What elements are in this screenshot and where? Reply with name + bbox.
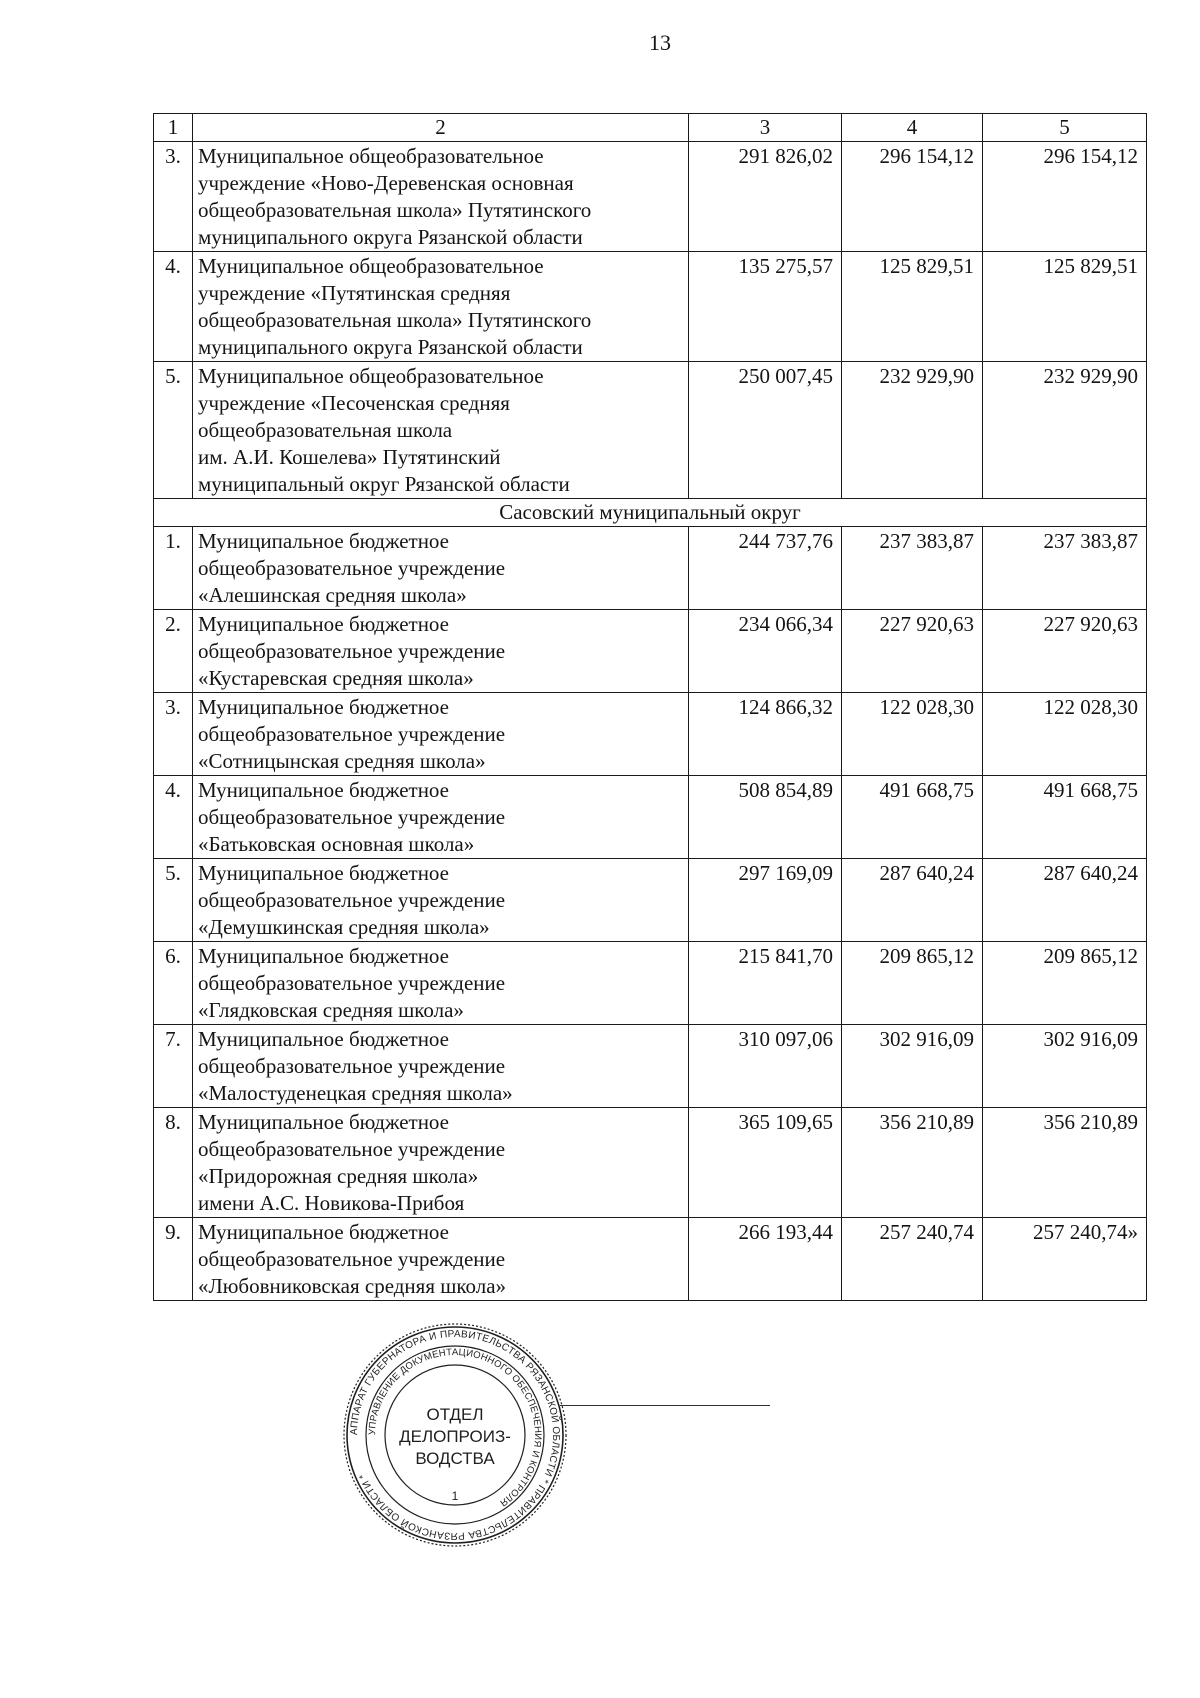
amount-v3: 215 841,70 <box>689 942 842 1025</box>
amount-v3: 365 109,65 <box>689 1108 842 1218</box>
table-body <box>154 114 1147 1301</box>
amount-v5: 356 210,89 <box>983 1108 1147 1218</box>
row-number: 1. <box>154 527 193 610</box>
amount-v3: 266 193,44 <box>689 1218 842 1301</box>
amount-v3: 244 737,76 <box>689 527 842 610</box>
institution-name <box>193 693 689 776</box>
amount-v3: 291 826,02 <box>689 142 842 252</box>
amount-v5: 491 668,75 <box>983 776 1147 859</box>
group-title: Сасовский муниципальный округ <box>154 499 1147 527</box>
institution-name-line: «Алешинская средняя школа» <box>198 583 467 607</box>
table-row <box>154 1108 1147 1218</box>
institution-name-line: муниципального округа Рязанской области <box>198 335 583 359</box>
institution-name-line: «Придорожная средняя школа» <box>198 1164 479 1188</box>
allocation-table <box>153 113 1147 1301</box>
amount-v3: 135 275,57 <box>689 252 842 362</box>
row-number: 2. <box>154 610 193 693</box>
row-number: 3. <box>154 142 193 252</box>
row-number: 5. <box>154 859 193 942</box>
table-row <box>154 1025 1147 1108</box>
column-header: 3 <box>689 114 842 142</box>
table-row <box>154 610 1147 693</box>
row-number: 3. <box>154 693 193 776</box>
amount-v5: 302 916,09 <box>983 1025 1147 1108</box>
institution-name-line: «Кустаревская средняя школа» <box>198 666 474 690</box>
institution-name <box>193 942 689 1025</box>
column-header: 4 <box>842 114 983 142</box>
institution-name-line: общеобразовательное учреждение <box>198 805 506 829</box>
institution-name-line: общеобразовательная школа <box>198 418 453 442</box>
institution-name-line: «Глядковская средняя школа» <box>198 998 464 1022</box>
institution-name-line: общеобразовательная школа» Путятинского <box>198 308 592 332</box>
amount-v3: 124 866,32 <box>689 693 842 776</box>
institution-name-line: Муниципальное бюджетное <box>198 1220 450 1244</box>
amount-v5: 125 829,51 <box>983 252 1147 362</box>
row-number: 4. <box>154 252 193 362</box>
institution-name <box>193 527 689 610</box>
table-row <box>154 252 1147 362</box>
row-number: 6. <box>154 942 193 1025</box>
institution-name <box>193 1218 689 1301</box>
institution-name-line: Муниципальное бюджетное <box>198 944 450 968</box>
amount-v5: 227 920,63 <box>983 610 1147 693</box>
row-number: 7. <box>154 1025 193 1108</box>
institution-name-line: им. А.И. Кошелева» Путятинский <box>198 445 501 469</box>
amount-v5: 209 865,12 <box>983 942 1147 1025</box>
institution-name-line: общеобразовательное учреждение <box>198 971 506 995</box>
amount-v4: 302 916,09 <box>842 1025 983 1108</box>
institution-name-line: общеобразовательное учреждение <box>198 1247 506 1271</box>
institution-name-line: Муниципальное общеобразовательное <box>198 254 544 278</box>
institution-name-line: Муниципальное бюджетное <box>198 1110 450 1134</box>
amount-v4: 257 240,74 <box>842 1218 983 1301</box>
institution-name-line: Муниципальное общеобразовательное <box>198 144 544 168</box>
amount-v4: 237 383,87 <box>842 527 983 610</box>
institution-name-line: Муниципальное общеобразовательное <box>198 364 544 388</box>
institution-name-line: Муниципальное бюджетное <box>198 612 450 636</box>
amount-v3: 234 066,34 <box>689 610 842 693</box>
institution-name-line: общеобразовательное учреждение <box>198 639 506 663</box>
seal-center-line: ВОДСТВА <box>415 1449 495 1468</box>
institution-name <box>193 362 689 499</box>
institution-name-line: «Сотницынская средняя школа» <box>198 749 486 773</box>
institution-name-line: «Малостуденецкая средняя школа» <box>198 1081 513 1105</box>
table-row <box>154 1218 1147 1301</box>
institution-name <box>193 1108 689 1218</box>
amount-v3: 508 854,89 <box>689 776 842 859</box>
group-row <box>154 499 1147 527</box>
amount-v4: 122 028,30 <box>842 693 983 776</box>
institution-name-line: Муниципальное бюджетное <box>198 529 450 553</box>
amount-v4: 125 829,51 <box>842 252 983 362</box>
amount-v5: 287 640,24 <box>983 859 1147 942</box>
column-header: 1 <box>154 114 193 142</box>
amount-v4: 209 865,12 <box>842 942 983 1025</box>
institution-name-line: учреждение «Песоченская средняя <box>198 391 510 415</box>
institution-name <box>193 859 689 942</box>
amount-v4: 232 929,90 <box>842 362 983 499</box>
amount-v4: 491 668,75 <box>842 776 983 859</box>
institution-name-line: общеобразовательное учреждение <box>198 722 506 746</box>
row-number: 9. <box>154 1218 193 1301</box>
institution-name-line: Муниципальное бюджетное <box>198 695 450 719</box>
table-row <box>154 859 1147 942</box>
institution-name <box>193 252 689 362</box>
seal-number: 1 <box>451 1489 459 1503</box>
table-row <box>154 776 1147 859</box>
institution-name <box>193 610 689 693</box>
institution-name-line: общеобразовательное учреждение <box>198 1137 506 1161</box>
institution-name-line: общеобразовательная школа» Путятинского <box>198 198 592 222</box>
institution-name-line: общеобразовательное учреждение <box>198 888 506 912</box>
row-number: 4. <box>154 776 193 859</box>
amount-v5: 296 154,12 <box>983 142 1147 252</box>
amount-v3: 250 007,45 <box>689 362 842 499</box>
column-header: 5 <box>983 114 1147 142</box>
row-number: 5. <box>154 362 193 499</box>
institution-name-line: общеобразовательное учреждение <box>198 556 506 580</box>
amount-v5: 122 028,30 <box>983 693 1147 776</box>
amount-v5: 237 383,87 <box>983 527 1147 610</box>
institution-name-line: имени А.С. Новикова-Прибоя <box>198 1191 465 1215</box>
institution-name-line: Муниципальное бюджетное <box>198 778 450 802</box>
signature-line <box>560 1405 770 1406</box>
table-row <box>154 362 1147 499</box>
institution-name-line: муниципального округа Рязанской области <box>198 225 583 249</box>
institution-name-line: учреждение «Ново-Деревенская основная <box>198 171 574 195</box>
amount-v4: 227 920,63 <box>842 610 983 693</box>
institution-name-line: общеобразовательное учреждение <box>198 1054 506 1078</box>
table-row <box>154 527 1147 610</box>
table-row <box>154 942 1147 1025</box>
seal-outer-text: АППАРАТ ГУБЕРНАТОРА И ПРАВИТЕЛЬСТВА РЯЗАНСКОЙ ОБЛАСТИ * ПРАВИТЕЛЬСТВА РЯЗАНСКОЙ ОБЛАСТИ * <box>348 1328 562 1542</box>
institution-name-line: «Демушкинская средняя школа» <box>198 915 490 939</box>
institution-name <box>193 776 689 859</box>
institution-name-line: «Батьковская основная школа» <box>198 832 475 856</box>
amount-v4: 296 154,12 <box>842 142 983 252</box>
institution-name <box>193 1025 689 1108</box>
institution-name-line: учреждение «Путятинская средняя <box>198 281 511 305</box>
seal-inner-text: УПРАВЛЕНИЕ ДОКУМЕНТАЦИОННОГО ОБЕСПЕЧЕНИЯ И КОНТРОЛЯ <box>366 1346 544 1509</box>
institution-name-line: муниципальный округ Рязанской области <box>198 472 570 496</box>
seal-center-line: ОТДЕЛ <box>426 1405 484 1424</box>
table-row <box>154 693 1147 776</box>
amount-v3: 297 169,09 <box>689 859 842 942</box>
institution-name-line: «Любовниковская средняя школа» <box>198 1274 507 1298</box>
amount-v5: 232 929,90 <box>983 362 1147 499</box>
institution-name-line: Муниципальное бюджетное <box>198 861 450 885</box>
amount-v3: 310 097,06 <box>689 1025 842 1108</box>
table-header-row <box>154 114 1147 142</box>
amount-v4: 356 210,89 <box>842 1108 983 1218</box>
row-number: 8. <box>154 1108 193 1218</box>
amount-v5: 257 240,74» <box>983 1218 1147 1301</box>
institution-name-line: Муниципальное бюджетное <box>198 1027 450 1051</box>
table-row <box>154 142 1147 252</box>
official-seal <box>340 1320 570 1550</box>
seal-center-line: ДЕЛОПРОИЗ- <box>399 1427 511 1446</box>
page-number: 13 <box>649 30 671 55</box>
amount-v4: 287 640,24 <box>842 859 983 942</box>
institution-name <box>193 142 689 252</box>
column-header: 2 <box>193 114 689 142</box>
